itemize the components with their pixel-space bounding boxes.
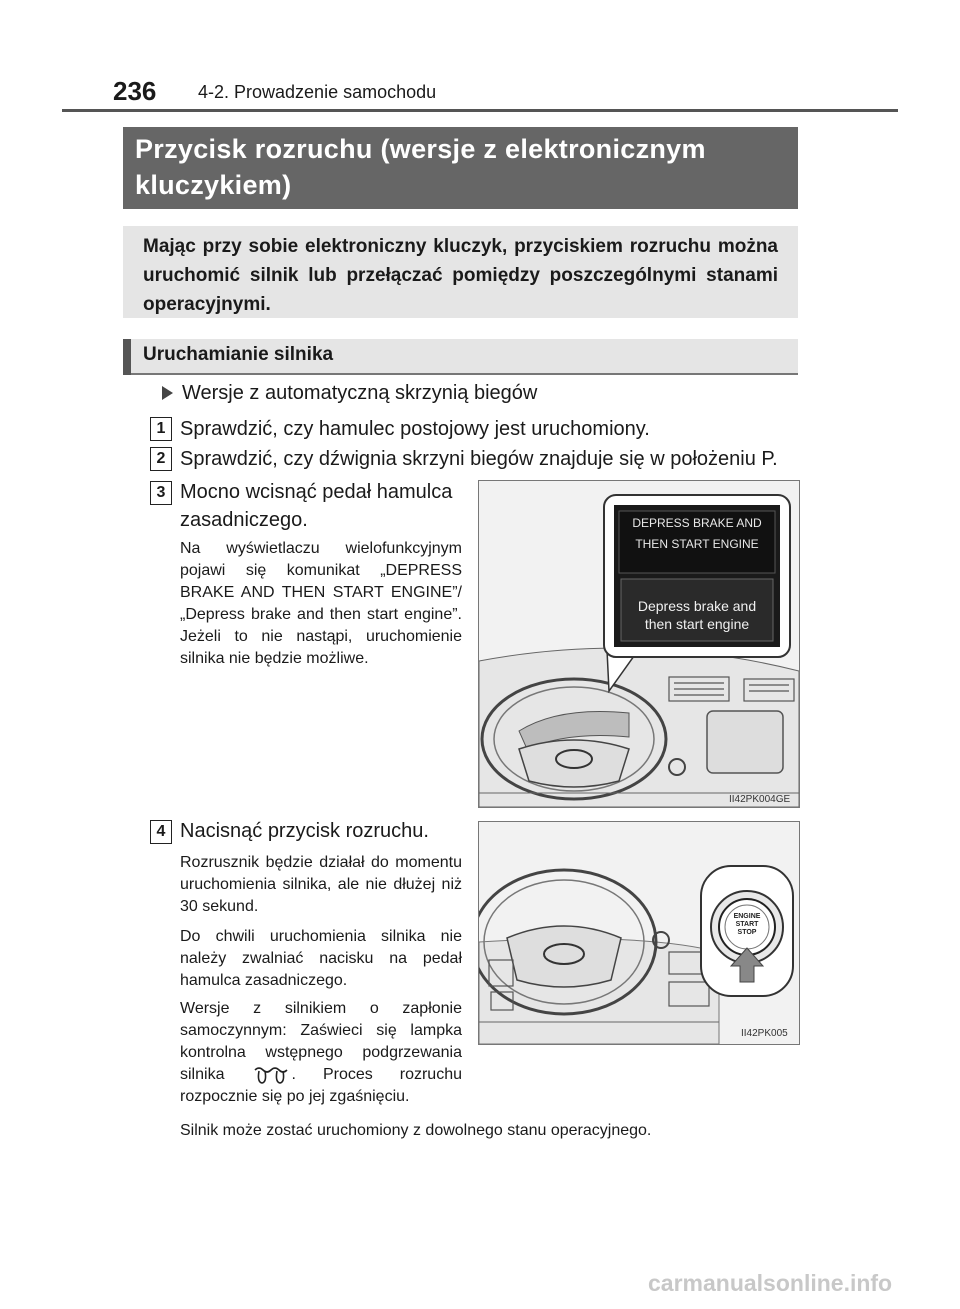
display-line-1: DEPRESS BRAKE AND <box>632 516 762 530</box>
variant-label: Wersje z automatyczną skrzynią biegów <box>182 382 538 404</box>
glow-plug-indicator-icon <box>251 1064 291 1086</box>
intro-paragraph: Mając przy sobie elektroniczny kluczyk, przyciskiem rozruchu można uruchomić silnik lub przełączać pomiędzy poszczególnymi stanami operacyjnymi. <box>123 226 798 318</box>
step-number-2: 2 <box>150 447 172 471</box>
step-4-note-1: Rozrusznik będzie działał do momentu uruchomienia silnika, ale nie dłużej niż 30 sekund. <box>180 854 462 915</box>
page-title-line-2: kluczykiem) <box>135 170 292 200</box>
step-4-note-3b: . Proces rozruchu rozpocznie się po jej zgaśnięciu. <box>180 1066 462 1106</box>
step-4-text: Nacisnąć przycisk rozruchu. <box>180 820 429 842</box>
subheading: Uruchamianie silnika <box>143 344 334 365</box>
figure-start-button <box>478 821 800 1045</box>
display-message-upper <box>619 513 775 555</box>
step-3-line-1: Mocno wcisnąć pedał hamulca <box>180 481 453 503</box>
button-label-line-3: STOP <box>737 929 757 936</box>
page-number: 236 <box>113 76 157 106</box>
step-3-text <box>180 478 452 534</box>
step-number-4: 4 <box>150 820 172 844</box>
header-rule <box>62 109 898 112</box>
step-3-note: Na wyświetlaczu wielofunkcyjnym pojawi się komunikat „DEPRESS BRAKE AND THEN START ENGINE”/„Depress brake and then start engine”. Jeżeli to nie nastąpi, uruchomienie silnika nie będzie możliwe. <box>180 540 462 667</box>
figure-message-display <box>478 480 800 808</box>
display-alt-line-1: Depress brake and <box>637 598 757 614</box>
display-line-2: THEN START ENGINE <box>635 537 759 551</box>
display-alt-line-2: then start engine <box>644 616 750 632</box>
watermark: carmanualsonline.info <box>648 1270 893 1296</box>
step-4-note-3a: Wersje z silnikiem o zapłonie samoczynnym: Zaświeci się lampka kontrolna wstępnego podgrzewania silnika <box>180 1000 462 1084</box>
figure-1-code: II42PK004GE <box>729 794 791 805</box>
step-number-1: 1 <box>150 417 172 441</box>
page-title <box>123 127 798 209</box>
figure-2-code: II42PK005 <box>741 1028 788 1039</box>
start-button-label <box>725 913 769 937</box>
display-message-lower <box>621 597 773 633</box>
step-3-line-2: zasadniczego. <box>180 509 308 531</box>
footer-note: Silnik może zostać uruchomiony z dowolnego stanu operacyjnego. <box>180 1122 652 1139</box>
step-4-note-2: Do chwili uruchomienia silnika nie należy zwalniać nacisku na pedał hamulca zasadniczego. <box>180 928 462 989</box>
page-title-line-1: Przycisk rozruchu (wersje z elektronicznym <box>135 134 706 164</box>
step-4-note-3 <box>180 998 462 1108</box>
button-label-line-1: ENGINE <box>733 913 761 920</box>
triangle-bullet-icon <box>162 386 173 400</box>
step-2-text: Sprawdzić, czy dźwignia skrzyni biegów znajduje się w położeniu P. <box>180 448 778 470</box>
button-label-line-2: START <box>735 921 759 928</box>
subheading-marker <box>123 339 131 375</box>
step-number-3: 3 <box>150 481 172 505</box>
step-1-text: Sprawdzić, czy hamulec postojowy jest uruchomiony. <box>180 418 650 440</box>
section-title: 4-2. Prowadzenie samochodu <box>198 82 437 102</box>
